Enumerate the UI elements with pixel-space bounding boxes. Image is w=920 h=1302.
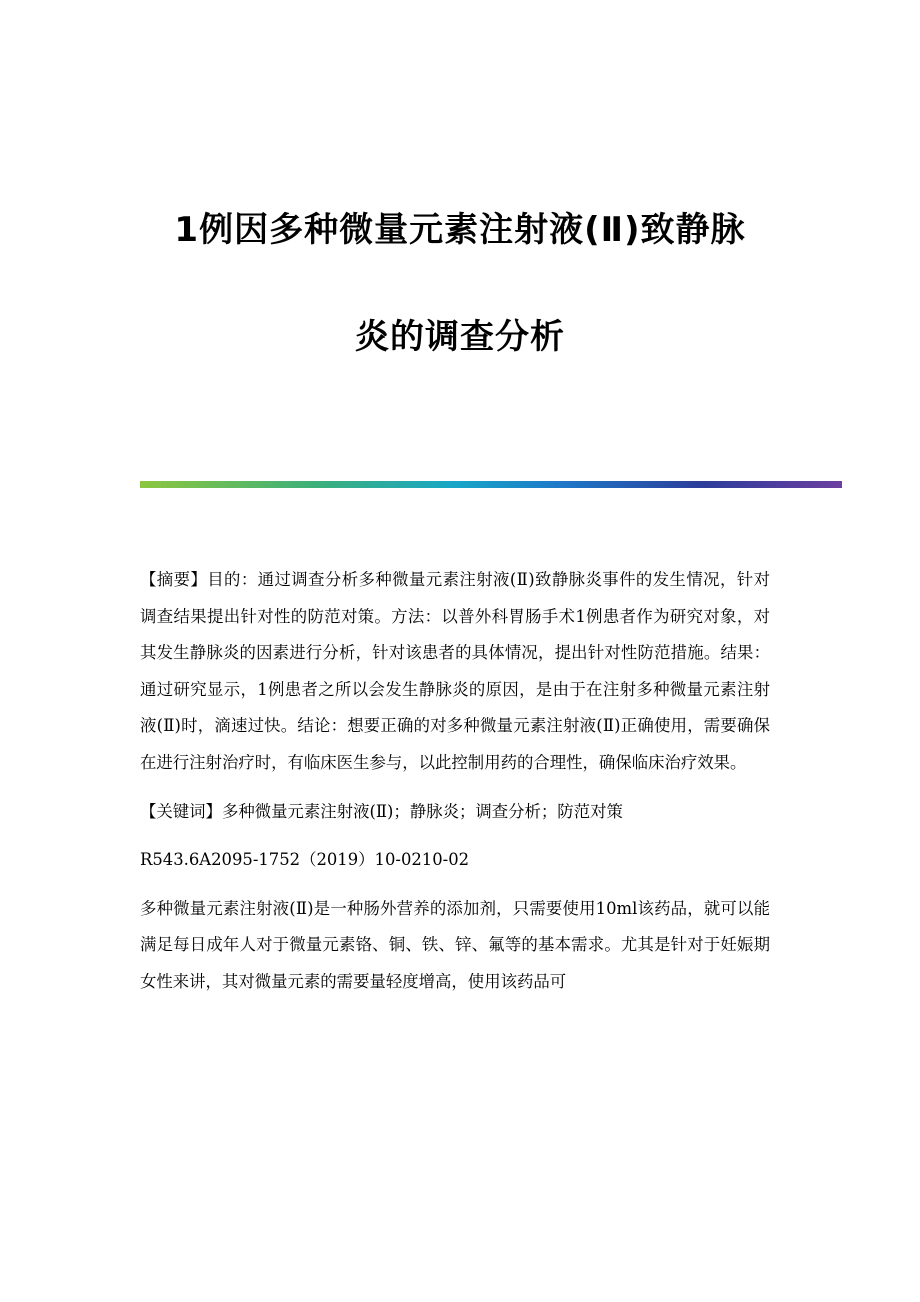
keywords-line: 【关键词】多种微量元素注射液(Ⅱ)；静脉炎；调查分析；防范对策 [140, 801, 623, 821]
title-line-2: 炎的调查分析 [355, 317, 565, 357]
document-body [140, 562, 770, 1001]
document-title [0, 210, 920, 357]
abstract-paragraph: 【摘要】目的：通过调查分析多种微量元素注射液(Ⅱ)致静脉炎事件的发生情况，针对调查结果提出针对性的防范对策。方法：以普外科胃肠手术1例患者作为研究对象，对其发生静脉炎的因素进行分析，针对该患者的具体情况，提出针对性防范措施。结果：通过研究显示，1例患者之所以会发生静脉炎的原因，是由于在注射多种微量元素注射液(Ⅱ)时，滴速过快。结论：想要正确的对多种微量元素注射液(Ⅱ)正确使用，需要确保在进行注射治疗时，有临床医生参与，以此控制用药的合理性，确保临床治疗效果。 [140, 570, 770, 772]
body-paragraph: 多种微量元素注射液(Ⅱ)是一种肠外营养的添加剂，只需要使用10ml该药品，就可以能满足每日成年人对于微量元素铬、铜、铁、锌、氟等的基本需求。尤其是针对于妊娠期女性来讲，其对微量元素的需要量轻度增高，使用该药品可 [140, 898, 770, 991]
classification-line: R543.6A2095-1752（2019）10-0210-02 [140, 850, 470, 870]
title-line-1: 1例因多种微量元素注射液(Ⅱ)致静脉 [174, 210, 746, 250]
gradient-divider [140, 481, 842, 488]
